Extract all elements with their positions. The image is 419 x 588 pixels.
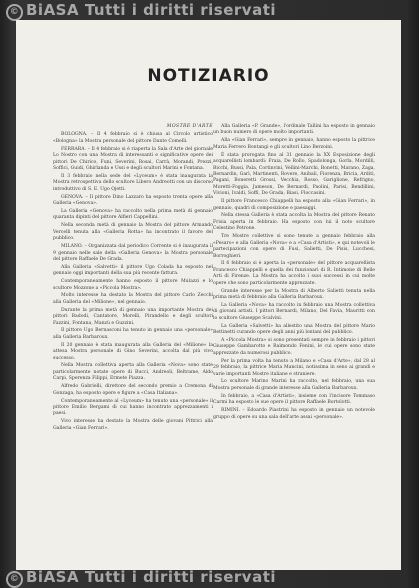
paragraph: In febbraio, a «Casa d'Artisti», insieme con l'incisore Tommaso Carmi ha esposto le sue opere il pittore Raffaele Bortolotti. [213, 393, 375, 406]
paragraph: Nella seconda metà di gennaio la Mostra del pittore Armando Vercelli tenuta alla «Galleria Rotta» ha incontrato il favore del pubblico. [53, 223, 213, 242]
paragraph: È stata prorogata fino al 31 gennaio la XX Esposizione degli acquarellisti lombardi: Fraia, De Rollo, Spadolonga, Gorla, Mordilli, Bicchi, Bussi, Pala, Cortinvini, Vellini-Marchi, Bonetti, Marano, Zaga, Bernardin, Garì, Martinenti, Rovere, Anibali, Fiorenza, Bricia, Arditi, Pagani, Boneretti Grossi, Vecchia, Rosso, Gariglione, Refrigno, Moretti-Foggia, Jameson, De Bernardi, Paolini, Parisi, Bendillini, Vivioni, Ivaldi, Soffi, De Grada, Biasi, Floccasini. [213, 152, 375, 197]
paragraph: Alla Galleria «Salvetti» il pittore Ugo Colada ha esposto nel gennaio oggi importanti della sua più recente fattura. [53, 264, 213, 277]
right-column [213, 124, 375, 422]
paragraph: Contemporaneamente hanno esposto il pittore Mulazzi e lo scultore Mozzone a «Piccola Mostra». [53, 279, 213, 291]
watermark-text-bottom: BiASA Tutti i diritti riservati [26, 568, 277, 586]
paragraph: La Galleria «Genova» ha raccolto nella prima metà di gennaio quaranta dipinti del pittore Alfieri Cappellini. [53, 209, 213, 221]
copyright-icon: © [6, 571, 23, 588]
document-page [16, 20, 401, 570]
paragraph: Molto interesse ha destato la Mostra del pittore Carlo Zecchi alla Galleria del «Milione», nel gennaio. [53, 293, 213, 305]
paragraph: Alfredo Gabrielli, direttore del secondo premio a Cremona di Gonzaga, ha esposto opere e figure a «Casa Italiana». [53, 384, 213, 396]
copyright-icon: © [6, 4, 23, 21]
watermark-bottom [6, 568, 276, 588]
paragraph: Il pittore Ugo Bernasconi ha tenuto in gennaio una «personale» alla Galleria Barbaroux. [53, 328, 213, 340]
paragraph: Nella stessa Galleria è stata accolta la Mostra del pittore Renato Frisia aperta in febbraio. Ha esposto con lui il noto scultore Celestino Petrone. [213, 213, 375, 232]
paragraph: Alla «Gian Ferrari», sempre in gennaio, hanno esposto la pittrice Maria Ferrero Bontangi e gli scultori Lino Berzoini. [213, 138, 375, 150]
paragraph: FERRARA. – Il 4 febbraio si è riaperta la Sala d'Arte del giornale Lo Nostro con una Mostra di interessanti e significative opere dei pittori De Chirico, Funi, Severini, Rosai, Carrà, Morandi, Prezzi, Soffici, Guidi, Ghirlanda e Ussi e degli scultori Marini e Fontana. [53, 146, 213, 172]
left-column [53, 124, 213, 434]
paragraph: Contemporaneamente al «Lyceum» ha tenuto una «personale» il pittore Emilio Bergami di cui hanno incontrato apprezzamenti i paesi. [53, 398, 213, 417]
section-heading: MOSTRE D'ARTE [166, 124, 213, 129]
paragraph: Per la prima volta ha tenuto a Milano e «Casa d'Arte», dal 28 al 29 febbraio, la pittrice Maria Mancini, notissima in seno ai grandi e varie importanti Mostre italiane e straniere. [213, 358, 375, 377]
paragraph: GENOVA. – Il pittore Dino Lazzaro ha esposto trenta opere alla Galleria «Genova». [53, 194, 213, 207]
watermark-top [6, 1, 276, 21]
paragraph: La Galleria «Salvetti» ha allestito una Mostra del pittore Mario Bettinetti curando opere degli anni più lontani del pubblico. [213, 323, 375, 336]
paragraph: Nella Mostra collettiva aperta alla Galleria «Nova» sono state particolarmente notate opere di Bucci, Andreoli, Beltrame, Aldo Carpi, Sperenza Filippi, Ermete Piazza. [53, 363, 213, 382]
paragraph: Il 20 gennaio è stata inaugurata alla Galleria del «Milione» la attesa Mostra personale di Gino Severini, accolta dal più vivo successo. [53, 342, 213, 361]
paragraph: Vivo interesse ha destato la Mostra delle giovani Pittrici alla Galleria «Gian Ferrari». [53, 419, 213, 431]
paragraph: MILANO. – Organizzata dal periodico Corrente si è inaugurata il 9 gennaio nelle sale della «Galleria Genova» la Mostra personale del pittore Raffaele De Grada. [53, 244, 213, 262]
paragraph: Alla Galleria «P. Grande», l'ordinale Tallini ha esposto in gennaio un buon numero di opere molto importanti. [213, 124, 375, 136]
paragraph: Grande interesse per la Mostra di Alberto Salietti tenuta nella prima metà di febbraio alla Galleria Barbaroux. [213, 288, 375, 301]
paragraph: BOLOGNA. – Il 4 febbraio si è chiusa al Circolo artistico «Bologna» la Mostra personale del pittore Dante Comelli. [53, 132, 213, 144]
paragraph: Durante la prima metà di gennaio una importante Mostra dei pittori Badodi, Cantatore, Morelli, Pirandello e degli scultori Fazzini, Fontana, Manzù e Guzzini. [53, 307, 213, 326]
paragraph: Tre Mostre collettive si sono tenute a gennaio febbraio alla «Pesaro» e alla Galleria «Nova» e a «Casa d'Artisti», e qui notevoli le partecipazioni con opere di Fusi, Salietti, De Pisis, Lucchesi, Borroghieri. [213, 234, 375, 259]
paragraph: Lo scultore Marino Marini ha raccolto, nel febbraio, una sua Mostra personale di grande interesse alla Galleria Barbaroux. [213, 379, 375, 391]
paragraph: Il 3 febbraio nella sede del «Lyceum» è stata inaugurata la Mostra retrospettiva dello scultore Libero Andreotti con un discorso introduttivo di S. E. Ugo Ojetti. [53, 173, 213, 192]
paragraph: Il pittore Francesco Chiappelli ha esposto alla «Gian Ferrari», in gennaio, quadri di composizione e paesaggi. [213, 199, 375, 211]
paragraph: A «Piccola Mostra» si sono presentati sempre in febbraio i pittori Giuseppe Gambarotto e Raimondo Fenini, le cui opere sono state apprezzate da numerosi pubblico. [213, 337, 375, 356]
watermark-text-top: BiASA Tutti i diritti riservati [26, 1, 277, 19]
paragraph: Il 6 febbraio si è aperta la «personale» del pittore acquarellista Francesco Chiappelli e quella dei funzionari di R. Intimone di Belle Arti di Firenze. La Mostra ha accolto i suoi successi in cui molte opere che sono particolarmente apprezzate. [213, 261, 375, 286]
paragraph: La Galleria «Nova» ha raccolto in febbraio una Mostra collettiva di giovani artisti. I pittori Bernardi, Milano, Del Favia, Mauritti con lo scultore Giuseppe Scalvini. [213, 302, 375, 321]
paragraph: RIMINI. – Edoardo Piastrini ha esposto in gennaio un notevole gruppo di opere su una sala dell'arte assai «personale». [213, 408, 375, 420]
page-title: NOTIZIARIO [147, 66, 270, 86]
